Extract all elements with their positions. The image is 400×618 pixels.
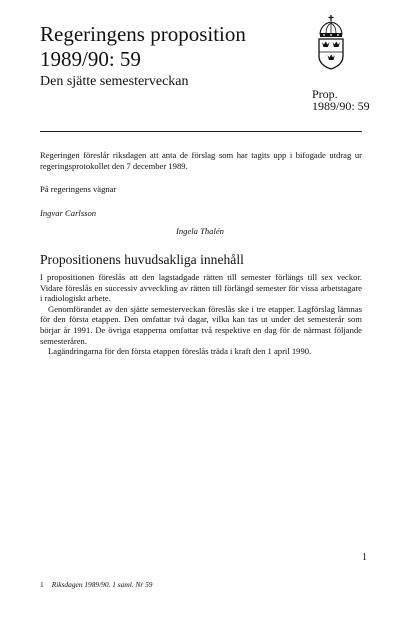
- body-paragraph: Lagändringarna för den första etappen föreslås träda i kraft den 1 april 1990.: [48, 346, 312, 357]
- prop-label: Prop.: [312, 87, 338, 101]
- section-heading: Propositionens huvudsakliga innehåll: [40, 252, 244, 267]
- coat-of-arms-icon: [314, 14, 348, 70]
- page-number: 1: [362, 552, 367, 563]
- document-number-title: 1989/90: 59: [40, 47, 141, 71]
- section-body: [40, 272, 362, 357]
- document-title: Regeringens proposition: [40, 22, 246, 46]
- intro-text: Regeringen föreslår riksdagen att anta de förslag som har tagits upp i bifogade utdrag ur regeringsprotokollet den 7 december 1989.: [40, 150, 362, 171]
- header-divider: [40, 131, 362, 132]
- on-behalf-label: På regeringens vägnar: [40, 184, 117, 194]
- footer: [40, 580, 153, 589]
- footer-text: Riksdagen 1989/90. 1 saml. Nr 59: [51, 580, 153, 589]
- signer-prime-minister: Ingvar Carlsson: [40, 208, 97, 218]
- signer-minister: Ingela Thalén: [176, 226, 224, 236]
- body-paragraph: I propositionen föreslås att den lagstadgade rätten till semester förlängs till sex veckor. Vidare föreslås en successiv avveckling av rätten till förlängd semester för vissa arbetstagare i radiologiskt arbete.: [40, 272, 362, 304]
- body-paragraph: Genomförandet av den sjätte semesterveckan föreslås ske i tre etapper. Lagförslag lämnas för den första etappen. Den omfattar två dagar, vilka kan tas ut under det semesterår som börjar år 1991. De övriga etapperna omfattar två respektive en dag för de närmast följande semesteråren.: [40, 303, 362, 346]
- document-subtitle: Den sjätte semesterveckan: [40, 74, 189, 89]
- footer-number: 1: [40, 580, 44, 589]
- prop-number: 1989/90: 59: [312, 99, 370, 113]
